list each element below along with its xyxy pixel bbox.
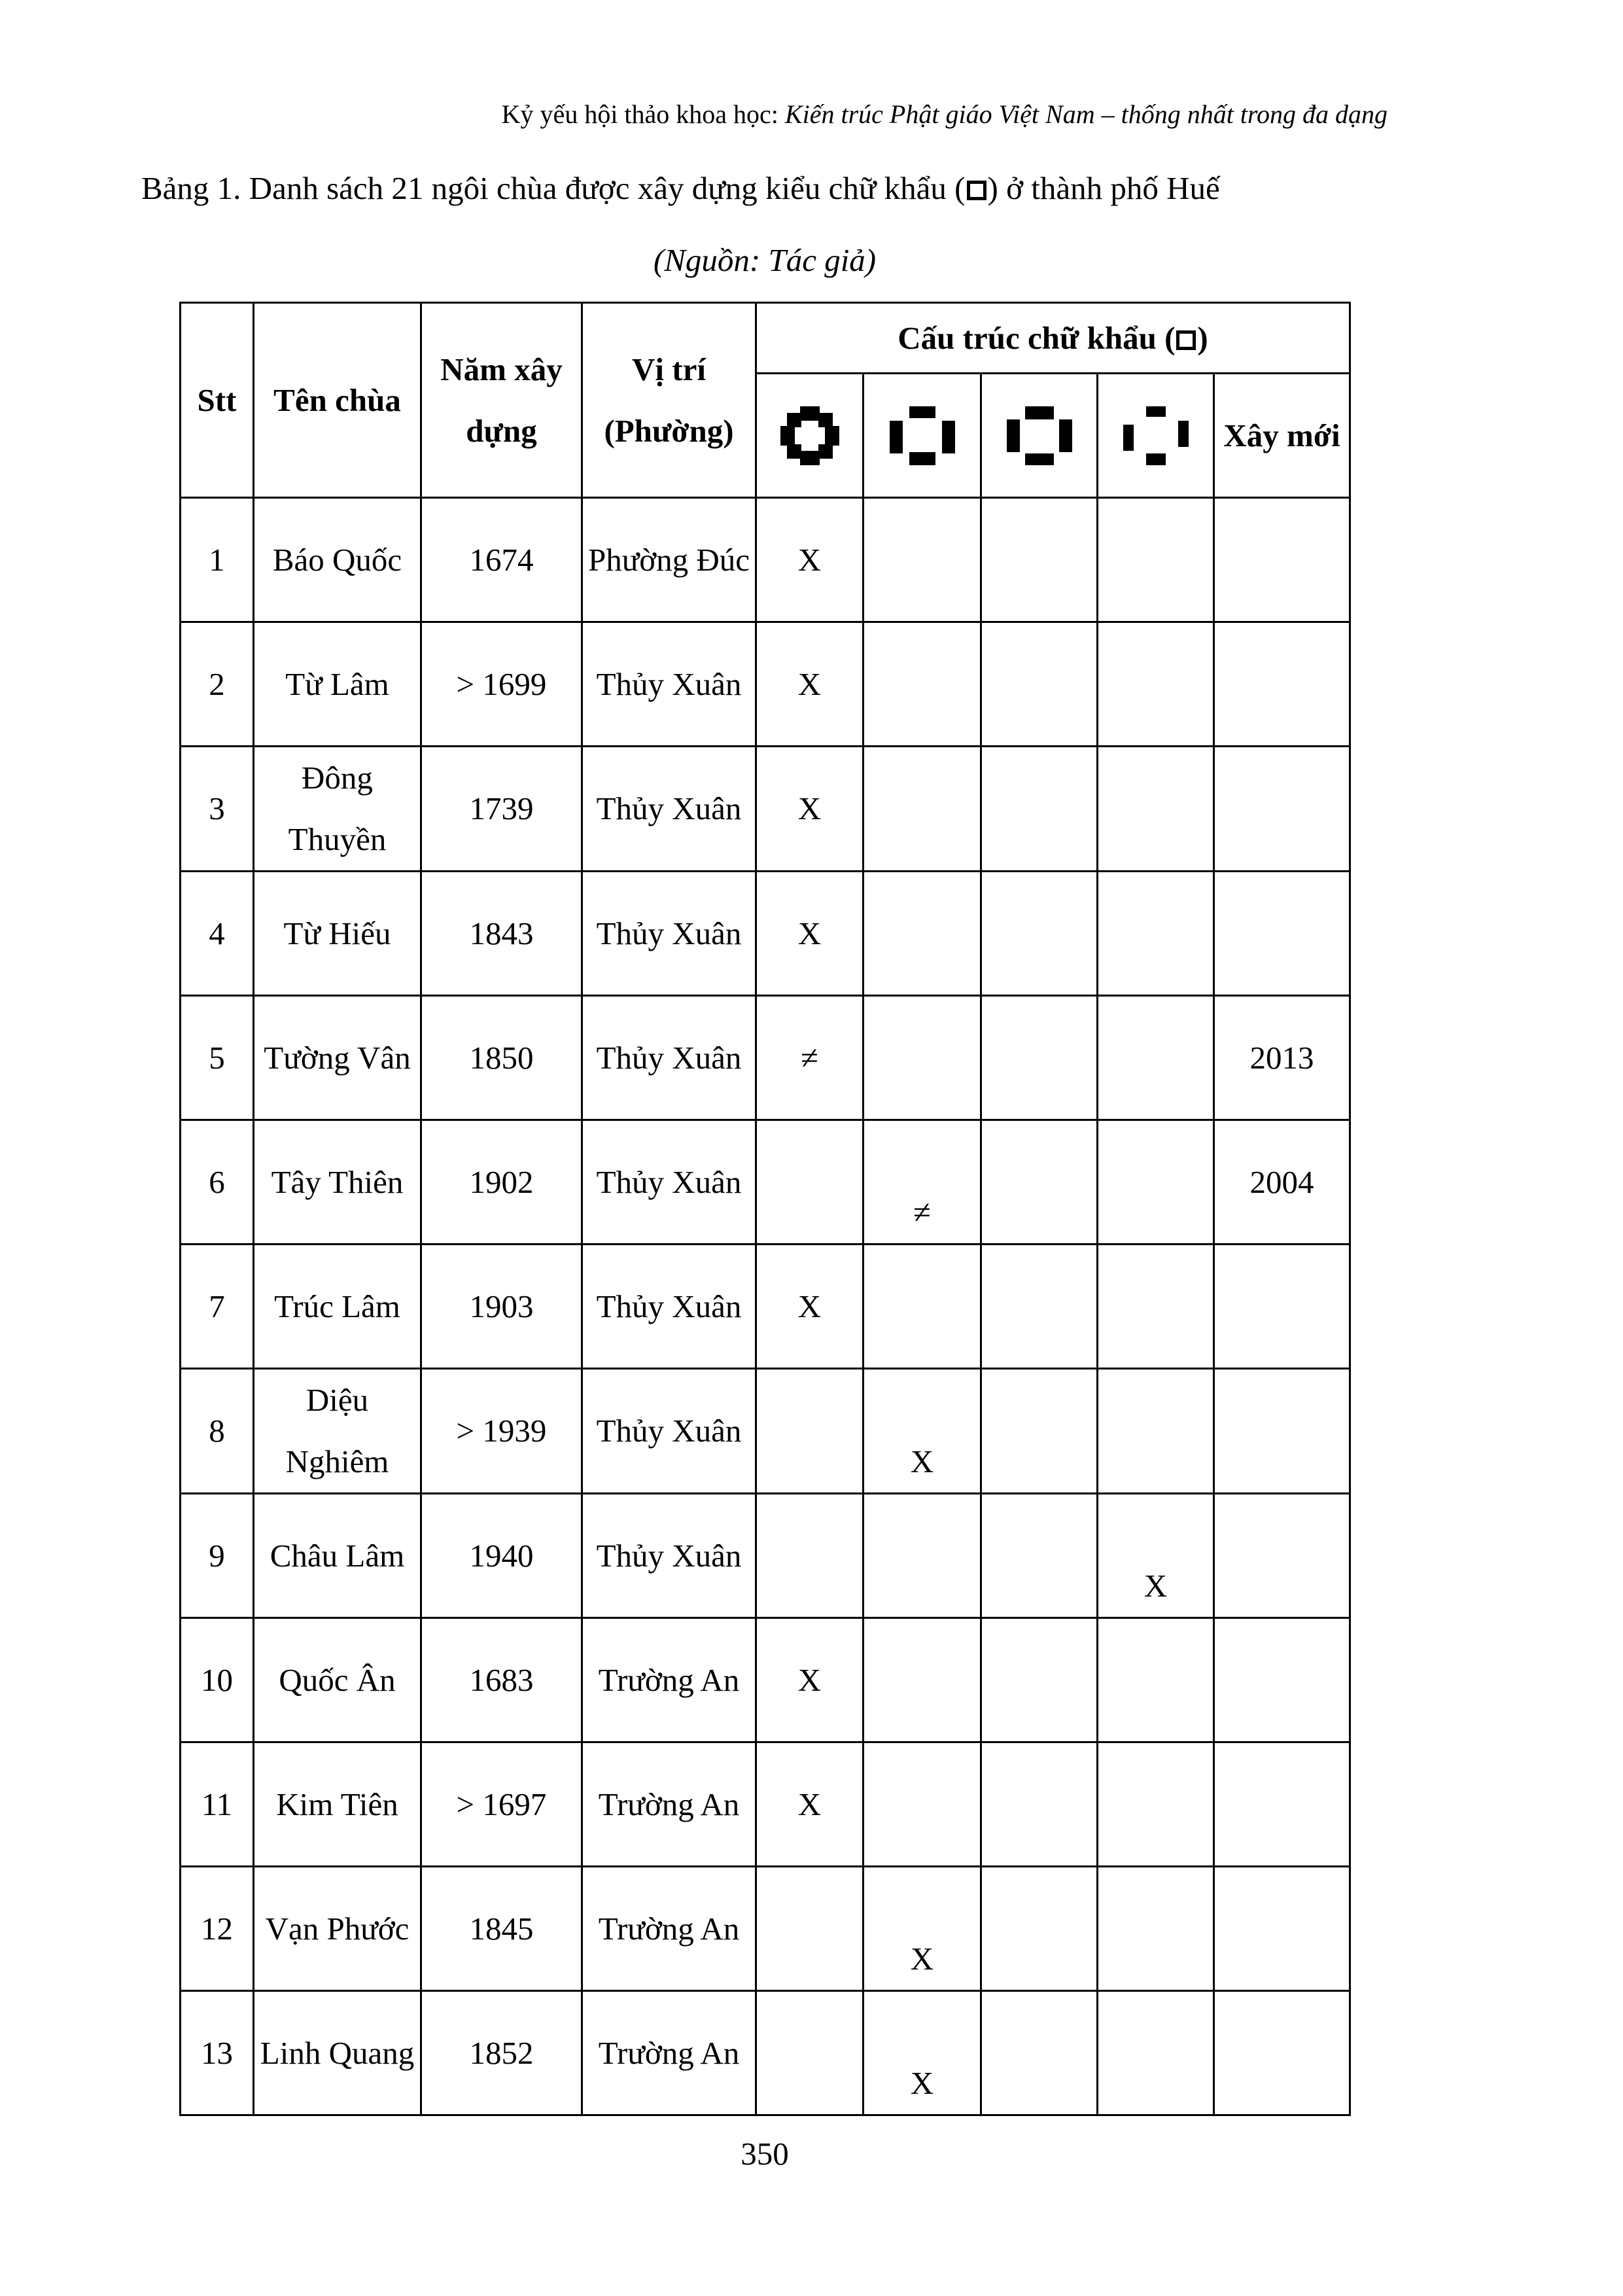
row-layout-open-top: ≠ <box>864 1120 981 1245</box>
row-layout-open-bottom <box>981 1245 1098 1369</box>
row-layout-open-top <box>864 622 981 747</box>
row-layout-full <box>756 1867 864 1991</box>
row-layout-open-top <box>864 1494 981 1618</box>
open-top-icon <box>890 406 955 465</box>
header-name: Tên chùa <box>254 303 421 498</box>
row-new-build <box>1214 1742 1350 1867</box>
row-stt: 11 <box>181 1742 254 1867</box>
row-layout-open-bottom <box>981 622 1098 747</box>
row-temple-name: Vạn Phước <box>254 1867 421 1991</box>
running-header-prefix: Kỷ yếu hội thảo khoa học: <box>501 99 785 129</box>
row-new-build <box>1214 1369 1350 1494</box>
kou-character-icon <box>1176 330 1196 350</box>
table-row <box>181 622 1350 747</box>
row-new-build <box>1214 1618 1350 1742</box>
row-new-build <box>1214 1245 1350 1369</box>
row-layout-full <box>756 1120 864 1245</box>
row-layout-open-sides <box>1098 498 1214 622</box>
row-layout-full: X <box>756 872 864 996</box>
row-temple-name: Linh Quang <box>254 1991 421 2115</box>
row-temple-name: Tây Thiên <box>254 1120 421 1245</box>
header-stt: Stt <box>181 303 254 498</box>
row-layout-full <box>756 1369 864 1494</box>
row-layout-full: X <box>756 1245 864 1369</box>
table-source: (Nguồn: Tác giả) <box>653 242 877 278</box>
row-layout-open-sides <box>1098 1369 1214 1494</box>
row-build-year: 1903 <box>421 1245 582 1369</box>
row-new-build <box>1214 1991 1350 2115</box>
row-temple-name: Tường Vân <box>254 996 421 1120</box>
row-location: Trường An <box>582 1618 756 1742</box>
row-layout-full: X <box>756 622 864 747</box>
row-build-year: 1845 <box>421 1867 582 1991</box>
row-layout-open-top <box>864 1618 981 1742</box>
row-layout-open-sides <box>1098 1991 1214 2115</box>
row-location: Phường Đúc <box>582 498 756 622</box>
header-layout-open-sides <box>1098 374 1214 498</box>
row-layout-open-sides <box>1098 1120 1214 1245</box>
row-layout-open-sides <box>1098 1867 1214 1991</box>
header-year: Năm xây dựng <box>421 303 582 498</box>
row-build-year: > 1939 <box>421 1369 582 1494</box>
table-caption <box>141 169 1397 208</box>
row-layout-open-bottom <box>981 1867 1098 1991</box>
row-stt: 1 <box>181 498 254 622</box>
row-layout-open-top: X <box>864 1867 981 1991</box>
table-row <box>181 1245 1350 1369</box>
table-row <box>181 747 1350 872</box>
row-layout-open-top <box>864 996 981 1120</box>
running-header <box>502 98 1387 131</box>
full-square-icon <box>780 406 839 465</box>
row-stt: 2 <box>181 622 254 747</box>
table-body <box>181 498 1350 2115</box>
open-bottom-icon <box>1007 406 1072 465</box>
row-new-build <box>1214 622 1350 747</box>
caption-text-before: Bảng 1. Danh sách 21 ngôi chùa được xây dựng kiểu chữ khẩu ( <box>141 170 966 206</box>
header-layout-open-top <box>864 374 981 498</box>
row-location: Thủy Xuân <box>582 1494 756 1618</box>
header-structure-before: Cấu trúc chữ khẩu ( <box>898 319 1176 356</box>
header-layout-full <box>756 374 864 498</box>
row-stt: 8 <box>181 1369 254 1494</box>
row-layout-full: X <box>756 498 864 622</box>
row-location: Thủy Xuân <box>582 747 756 872</box>
table-row <box>181 996 1350 1120</box>
row-new-build <box>1214 872 1350 996</box>
table-row <box>181 872 1350 996</box>
row-layout-open-top: X <box>864 1991 981 2115</box>
row-layout-open-top <box>864 498 981 622</box>
row-build-year: 1843 <box>421 872 582 996</box>
row-build-year: 1850 <box>421 996 582 1120</box>
row-location: Thủy Xuân <box>582 996 756 1120</box>
row-layout-open-sides <box>1098 1245 1214 1369</box>
row-build-year: 1902 <box>421 1120 582 1245</box>
row-layout-full: X <box>756 1742 864 1867</box>
row-layout-open-sides <box>1098 622 1214 747</box>
header-structure-after: ) <box>1197 319 1208 356</box>
caption-text-after: ) ở thành phố Huế <box>987 170 1220 206</box>
table-row <box>181 1991 1350 2115</box>
row-layout-open-sides: X <box>1098 1494 1214 1618</box>
row-layout-open-top: X <box>864 1369 981 1494</box>
row-stt: 10 <box>181 1618 254 1742</box>
row-layout-open-bottom <box>981 1120 1098 1245</box>
row-stt: 9 <box>181 1494 254 1618</box>
row-layout-full <box>756 1991 864 2115</box>
row-layout-open-bottom <box>981 1494 1098 1618</box>
row-layout-open-sides <box>1098 872 1214 996</box>
row-layout-open-sides <box>1098 996 1214 1120</box>
row-layout-open-bottom <box>981 996 1098 1120</box>
row-location: Thủy Xuân <box>582 1120 756 1245</box>
table-row <box>181 1494 1350 1618</box>
row-stt: 6 <box>181 1120 254 1245</box>
table-row <box>181 498 1350 622</box>
row-temple-name: Trúc Lâm <box>254 1245 421 1369</box>
row-new-build: 2013 <box>1214 996 1350 1120</box>
row-temple-name: Kim Tiên <box>254 1742 421 1867</box>
page-number: 350 <box>741 2136 789 2172</box>
table-row <box>181 1867 1350 1991</box>
row-location: Thủy Xuân <box>582 1245 756 1369</box>
row-layout-open-bottom <box>981 747 1098 872</box>
row-temple-name: Báo Quốc <box>254 498 421 622</box>
row-temple-name: Diệu Nghiêm <box>254 1369 421 1494</box>
row-temple-name: Từ Lâm <box>254 622 421 747</box>
row-new-build <box>1214 1867 1350 1991</box>
row-layout-open-bottom <box>981 1618 1098 1742</box>
row-new-build <box>1214 1494 1350 1618</box>
row-layout-open-sides <box>1098 1618 1214 1742</box>
row-temple-name: Quốc Ân <box>254 1618 421 1742</box>
row-stt: 7 <box>181 1245 254 1369</box>
row-build-year: > 1697 <box>421 1742 582 1867</box>
row-temple-name: Châu Lâm <box>254 1494 421 1618</box>
row-layout-open-sides <box>1098 1742 1214 1867</box>
temples-table <box>179 302 1351 2116</box>
row-layout-open-top <box>864 1742 981 1867</box>
row-location: Trường An <box>582 1742 756 1867</box>
row-layout-full: X <box>756 747 864 872</box>
row-location: Thủy Xuân <box>582 622 756 747</box>
row-layout-open-top <box>864 872 981 996</box>
row-build-year: 1683 <box>421 1618 582 1742</box>
row-build-year: 1674 <box>421 498 582 622</box>
row-layout-full <box>756 1494 864 1618</box>
row-location: Thủy Xuân <box>582 872 756 996</box>
table-row <box>181 1120 1350 1245</box>
header-structure <box>756 303 1350 374</box>
row-location: Trường An <box>582 1991 756 2115</box>
header-new-build: Xây mới <box>1214 374 1350 498</box>
header-layout-open-bottom <box>981 374 1098 498</box>
row-temple-name: Đông Thuyền <box>254 747 421 872</box>
open-sides-icon <box>1123 406 1189 465</box>
row-layout-open-top <box>864 747 981 872</box>
row-layout-open-bottom <box>981 872 1098 996</box>
row-layout-full: ≠ <box>756 996 864 1120</box>
row-build-year: > 1699 <box>421 622 582 747</box>
table-row <box>181 1742 1350 1867</box>
row-build-year: 1739 <box>421 747 582 872</box>
row-layout-open-bottom <box>981 1742 1098 1867</box>
row-layout-open-bottom <box>981 1369 1098 1494</box>
row-location: Trường An <box>582 1867 756 1991</box>
row-stt: 12 <box>181 1867 254 1991</box>
kou-character-icon <box>967 181 986 200</box>
row-layout-full: X <box>756 1618 864 1742</box>
row-layout-open-bottom <box>981 1991 1098 2115</box>
row-stt: 5 <box>181 996 254 1120</box>
table-row <box>181 1618 1350 1742</box>
row-new-build <box>1214 498 1350 622</box>
row-layout-open-top <box>864 1245 981 1369</box>
row-build-year: 1940 <box>421 1494 582 1618</box>
row-new-build: 2004 <box>1214 1120 1350 1245</box>
row-layout-open-bottom <box>981 498 1098 622</box>
row-build-year: 1852 <box>421 1991 582 2115</box>
row-new-build <box>1214 747 1350 872</box>
row-stt: 13 <box>181 1991 254 2115</box>
row-stt: 3 <box>181 747 254 872</box>
row-location: Thủy Xuân <box>582 1369 756 1494</box>
table-row <box>181 1369 1350 1494</box>
row-layout-open-sides <box>1098 747 1214 872</box>
row-temple-name: Từ Hiếu <box>254 872 421 996</box>
running-header-title: Kiến trúc Phật giáo Việt Nam – thống nhất trong đa dạng <box>784 99 1387 129</box>
header-location: Vị trí (Phường) <box>582 303 756 498</box>
row-stt: 4 <box>181 872 254 996</box>
